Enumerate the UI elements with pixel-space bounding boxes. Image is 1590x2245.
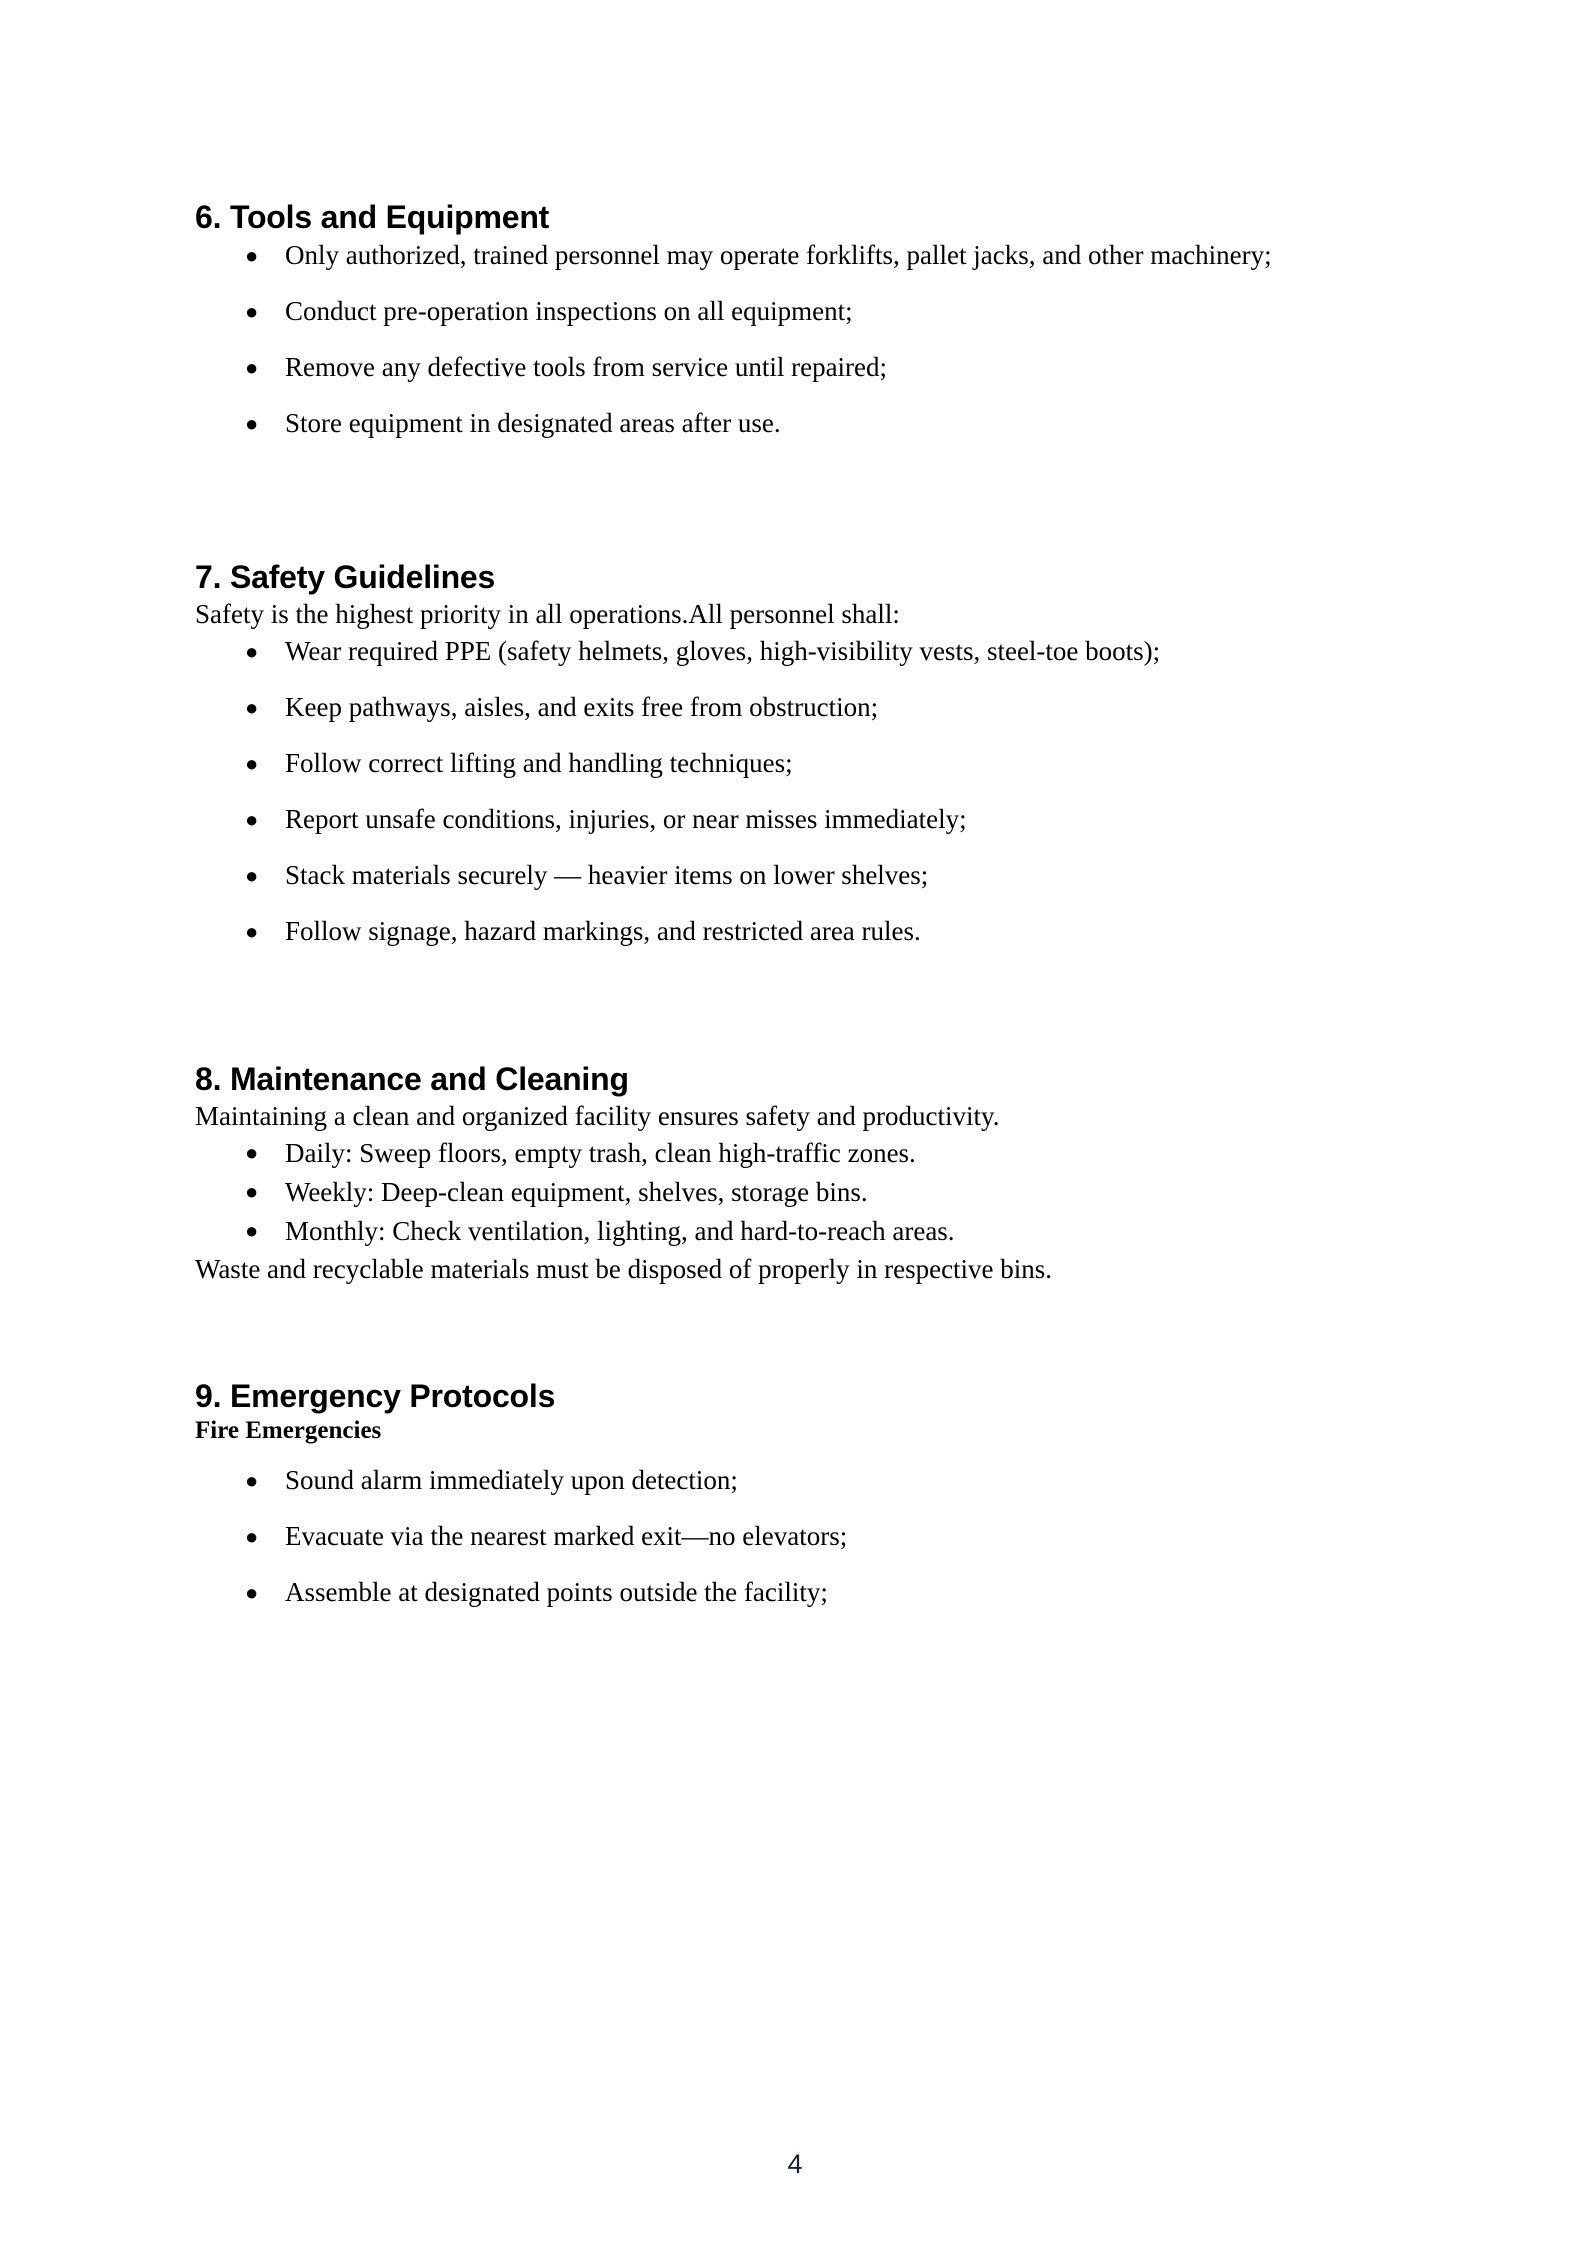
section-spacer <box>195 460 1375 558</box>
list-item <box>195 404 1375 443</box>
list-item <box>195 348 1375 387</box>
list-item <box>195 292 1375 331</box>
page-content <box>195 198 1375 1629</box>
page-number: 4 <box>787 2149 803 2179</box>
section-heading-9: 9. Emergency Protocols <box>195 1378 556 1414</box>
list-item-text: Sound alarm immediately upon detection; <box>285 1465 738 1495</box>
section-tools-and-equipment <box>195 198 1375 443</box>
section-heading-7: 7. Safety Guidelines <box>195 559 496 595</box>
bullet-dot-icon: ● <box>245 751 259 776</box>
list-item-text: Evacuate via the nearest marked exit—no elevators; <box>285 1521 848 1551</box>
list-item-text: Monthly: Check ventilation, lighting, and hard-to-reach areas. <box>285 1216 955 1246</box>
bullet-list-8 <box>195 1134 1375 1250</box>
section-maintenance-and-cleaning <box>195 1060 1375 1287</box>
bullet-dot-icon: ● <box>245 1179 259 1204</box>
section-7-intro-paragraph: Safety is the highest priority in all operations.All personnel shall: <box>195 599 900 629</box>
bullet-dot-icon: ● <box>245 1524 259 1549</box>
list-item-text: Daily: Sweep floors, empty trash, clean high-traffic zones. <box>285 1138 916 1168</box>
bullet-dot-icon: ● <box>245 1580 259 1605</box>
list-item-text: Only authorized, trained personnel may operate forklifts, pallet jacks, and other machinery; <box>285 240 1272 270</box>
list-item <box>195 1517 1375 1556</box>
bullet-dot-icon: ● <box>245 863 259 888</box>
list-item <box>195 1573 1375 1612</box>
list-item-text: Keep pathways, aisles, and exits free from obstruction; <box>285 692 879 722</box>
bullet-list-9 <box>195 1461 1375 1612</box>
list-item-text: Remove any defective tools from service until repaired; <box>285 352 888 382</box>
section-8-intro-paragraph: Maintaining a clean and organized facility ensures safety and productivity. <box>195 1101 1000 1131</box>
bullet-dot-icon: ● <box>245 299 259 324</box>
bullet-dot-icon: ● <box>245 639 259 664</box>
list-item-text: Conduct pre-operation inspections on all equipment; <box>285 296 853 326</box>
list-item <box>195 1173 1375 1211</box>
bullet-list-6 <box>195 236 1375 443</box>
section-emergency-protocols <box>195 1377 1375 1612</box>
bullet-dot-icon: ● <box>245 243 259 268</box>
list-item <box>195 1212 1375 1250</box>
list-item-text: Report unsafe conditions, injuries, or near misses immediately; <box>285 804 967 834</box>
list-item-text: Stack materials securely — heavier items on lower shelves; <box>285 860 929 890</box>
section-spacer <box>195 1287 1375 1377</box>
bullet-dot-icon: ● <box>245 1468 259 1493</box>
bullet-dot-icon: ● <box>245 411 259 436</box>
list-item-text: Follow correct lifting and handling techniques; <box>285 748 793 778</box>
list-item <box>195 1134 1375 1172</box>
section-heading-6: 6. Tools and Equipment <box>195 199 550 235</box>
bullet-dot-icon: ● <box>245 695 259 720</box>
bullet-list-7 <box>195 632 1375 951</box>
list-item-text: Assemble at designated points outside the facility; <box>285 1577 828 1607</box>
list-item-text: Store equipment in designated areas after use. <box>285 408 781 438</box>
subheading-fire-emergencies: Fire Emergencies <box>195 1417 382 1444</box>
list-item <box>195 632 1375 671</box>
section-spacer <box>195 968 1375 1060</box>
section-heading-8: 8. Maintenance and Cleaning <box>195 1061 629 1097</box>
list-item <box>195 800 1375 839</box>
list-item-text: Wear required PPE (safety helmets, gloves, high-visibility vests, steel-toe boots); <box>285 636 1161 666</box>
bullet-dot-icon: ● <box>245 919 259 944</box>
list-item <box>195 688 1375 727</box>
section-safety-guidelines <box>195 558 1375 951</box>
bullet-dot-icon: ● <box>245 355 259 380</box>
list-item <box>195 912 1375 951</box>
bullet-dot-icon: ● <box>245 1140 259 1165</box>
list-item <box>195 856 1375 895</box>
list-item-text: Weekly: Deep-clean equipment, shelves, storage bins. <box>285 1177 868 1207</box>
list-item-text: Follow signage, hazard markings, and restricted area rules. <box>285 916 921 946</box>
list-item <box>195 744 1375 783</box>
list-item <box>195 1461 1375 1500</box>
bullet-dot-icon: ● <box>245 807 259 832</box>
list-item <box>195 236 1375 275</box>
bullet-dot-icon: ● <box>245 1218 259 1243</box>
section-8-outro-paragraph: Waste and recyclable materials must be disposed of properly in respective bins. <box>195 1254 1053 1284</box>
